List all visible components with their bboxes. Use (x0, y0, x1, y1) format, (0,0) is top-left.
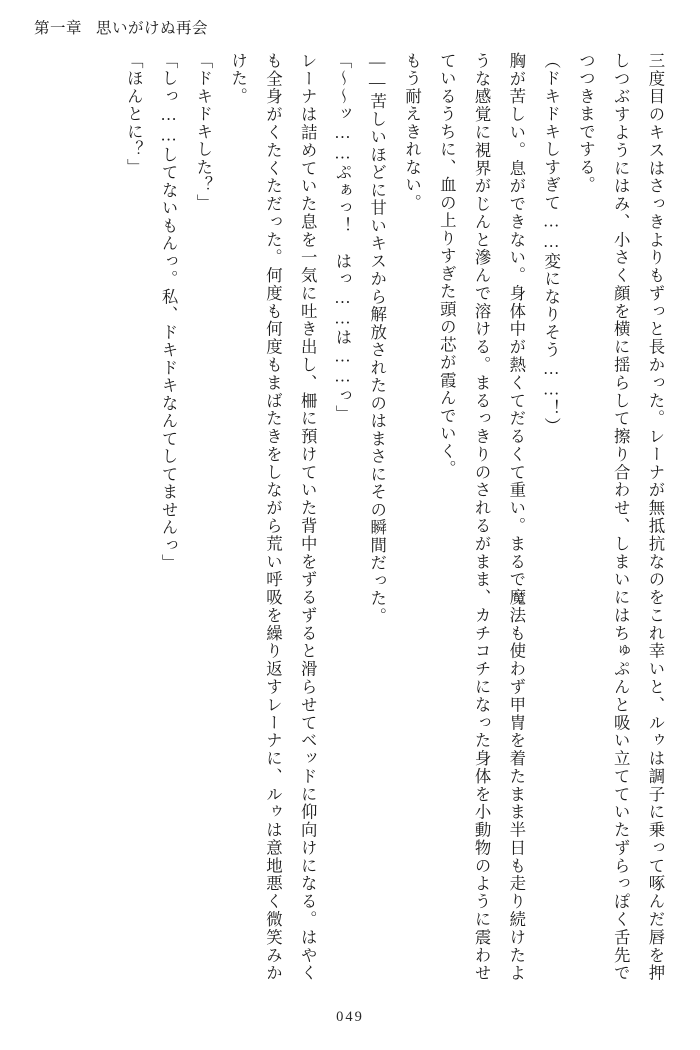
paragraph: 「ドキドキした？」 (193, 52, 213, 212)
running-head (34, 16, 208, 38)
paragraph: ――苦しいほどに甘いキスから解放されたのはまさにその瞬間だった。 (367, 52, 387, 626)
paragraph: 「～～ッ……ぷぁっ！ はっ……は……っ」 (332, 52, 352, 423)
chapter-title: 思いがけぬ再会 (96, 20, 209, 37)
chapter-number: 第一章 (34, 20, 83, 37)
paragraph: もう耐えきれない。 (402, 52, 422, 212)
paragraph: 「しっ……してないもんっ。私、ドキドキなんてしてませんっ」 (159, 52, 179, 572)
paragraph: 胸が苦しい。息ができない。身体中が熱くてだるくて重い。まるで魔法も使わず甲冑を着たまま半日も走り続けたような感覚に視界がじんと滲んで溶ける。まるっきりのされるがまま、カチコチになった身体を小動物のように震わせているうちに、血の上りすぎた頭の芯が霞んでいく。 (437, 52, 526, 982)
paragraph: （ドキドキしすぎて……変になりそう……！） (541, 52, 561, 436)
paragraph: 「ほんとに？」 (124, 52, 144, 177)
paragraph: レーナは詰めていた息を一気に吐き出し、柵に預けていた背中をずるずると滑らせてベッドに仰向けになる。はやくも全身がくたくただった。何度も何度もまばたきをしながら荒い呼吸を繰り返すレーナに、ルゥは意地悪く微笑みかけた。 (228, 52, 318, 982)
body-text (28, 52, 672, 982)
paragraph: 三度目のキスはさっきよりもずっと長かった。レーナが無抵抗なのをこれ幸いと、ルゥは調子に乗って啄んだ唇を押しつぶすようにはみ、小さく顔を横に揺らして擦り合わせ、しまいにはちゅぷんと吸い立てていたずらっぽく舌先でつつきまでする。 (576, 52, 665, 982)
page-number: 049 (336, 1009, 364, 1025)
